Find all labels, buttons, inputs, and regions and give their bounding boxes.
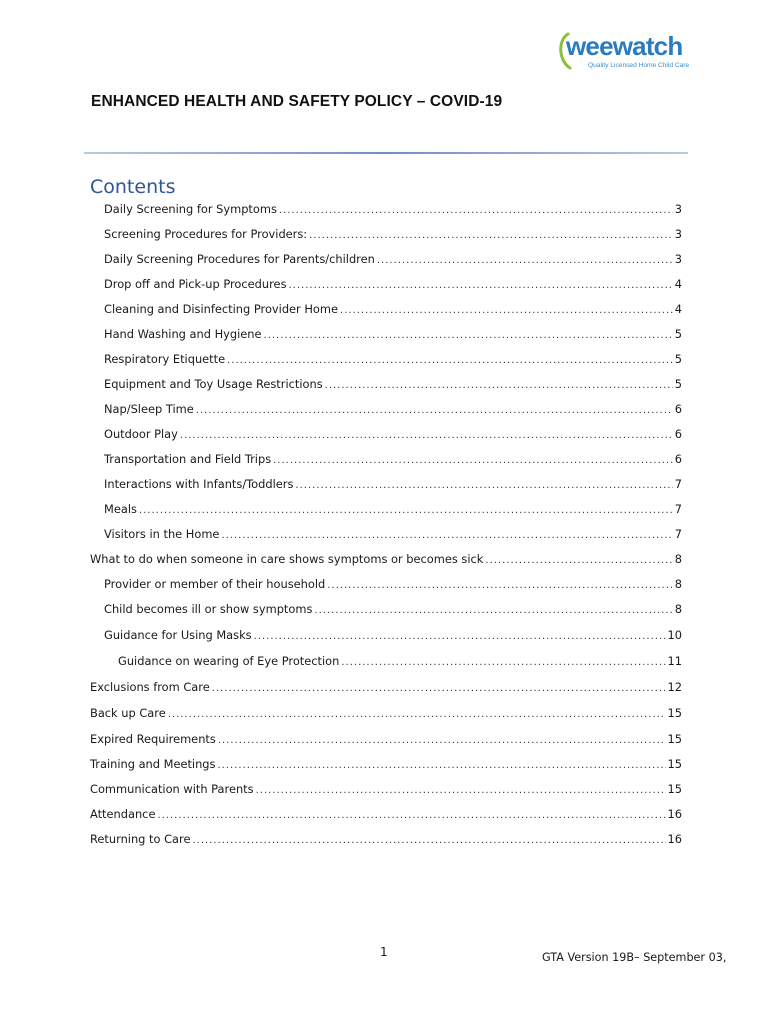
toc-entry-returning[interactable]: Returning to Care ..... 16 <box>90 832 682 850</box>
toc-entry-back-up-care[interactable]: Back up Care ..... 15 <box>90 706 682 724</box>
toc-entry-communication[interactable]: Communication with Parents ..... 15 <box>90 782 682 800</box>
toc-entry-outdoor[interactable]: Outdoor Play ..... 6 <box>104 427 682 445</box>
toc-entry-respiratory[interactable]: Respiratory Etiquette ..... 5 <box>104 352 682 370</box>
toc-entry-child-ill[interactable]: Child becomes ill or show symptoms ..... 8 <box>104 602 682 620</box>
toc-entry-screening-providers[interactable]: Screening Procedures for Providers: ..... 3 <box>104 227 682 245</box>
logo-tagline: Quality Licensed Home Child Care <box>588 62 690 69</box>
toc-entry-drop-off[interactable]: Drop off and Pick-up Procedures ..... 4 <box>104 277 682 295</box>
weewatch-logo <box>556 30 690 74</box>
toc-entry-hand-washing[interactable]: Hand Washing and Hygiene ..... 5 <box>104 327 682 345</box>
toc-entry-provider-household[interactable]: Provider or member of their household ..... 8 <box>104 577 682 595</box>
toc-entry-attendance[interactable]: Attendance ..... 16 <box>90 807 682 825</box>
document-title: ENHANCED HEALTH AND SAFETY POLICY – COVID-19 <box>91 93 503 110</box>
toc-entry-screening-parents[interactable]: Daily Screening Procedures for Parents/children ..... 3 <box>104 252 682 270</box>
logo-brand: weewatch <box>566 31 683 61</box>
toc-entry-training[interactable]: Training and Meetings ..... 15 <box>90 757 682 775</box>
toc-entry-expired-requirements[interactable]: Expired Requirements ..... 15 <box>90 732 682 750</box>
toc-entry-cleaning[interactable]: Cleaning and Disinfecting Provider Home ..... 4 <box>104 302 682 320</box>
title-divider <box>84 152 688 154</box>
contents-heading: Contents <box>90 176 176 198</box>
toc-entry-infants[interactable]: Interactions with Infants/Toddlers ..... 7 <box>104 477 682 495</box>
toc-entry-eye-protection[interactable]: Guidance on wearing of Eye Protection ..... 11 <box>118 654 682 672</box>
toc-entry-symptoms-sick[interactable]: What to do when someone in care shows symptoms or becomes sick ..... 8 <box>90 552 682 570</box>
toc-entry-meals[interactable]: Meals ..... 7 <box>104 502 682 520</box>
toc-entry-masks[interactable]: Guidance for Using Masks ..... 10 <box>104 628 682 646</box>
page-number: 1 <box>380 945 388 959</box>
toc-entry-exclusions[interactable]: Exclusions from Care ..... 12 <box>90 680 682 698</box>
toc-entry-equipment[interactable]: Equipment and Toy Usage Restrictions ..... 5 <box>104 377 682 395</box>
toc-entry-daily-screening[interactable]: Daily Screening for Symptoms ..... 3 <box>104 202 682 220</box>
toc-entry-transportation[interactable]: Transportation and Field Trips ..... 6 <box>104 452 682 470</box>
version-footer: GTA Version 19B– September 03, <box>542 951 727 964</box>
toc-entry-visitors[interactable]: Visitors in the Home ..... 7 <box>104 527 682 545</box>
toc-entry-nap[interactable]: Nap/Sleep Time ..... 6 <box>104 402 682 420</box>
